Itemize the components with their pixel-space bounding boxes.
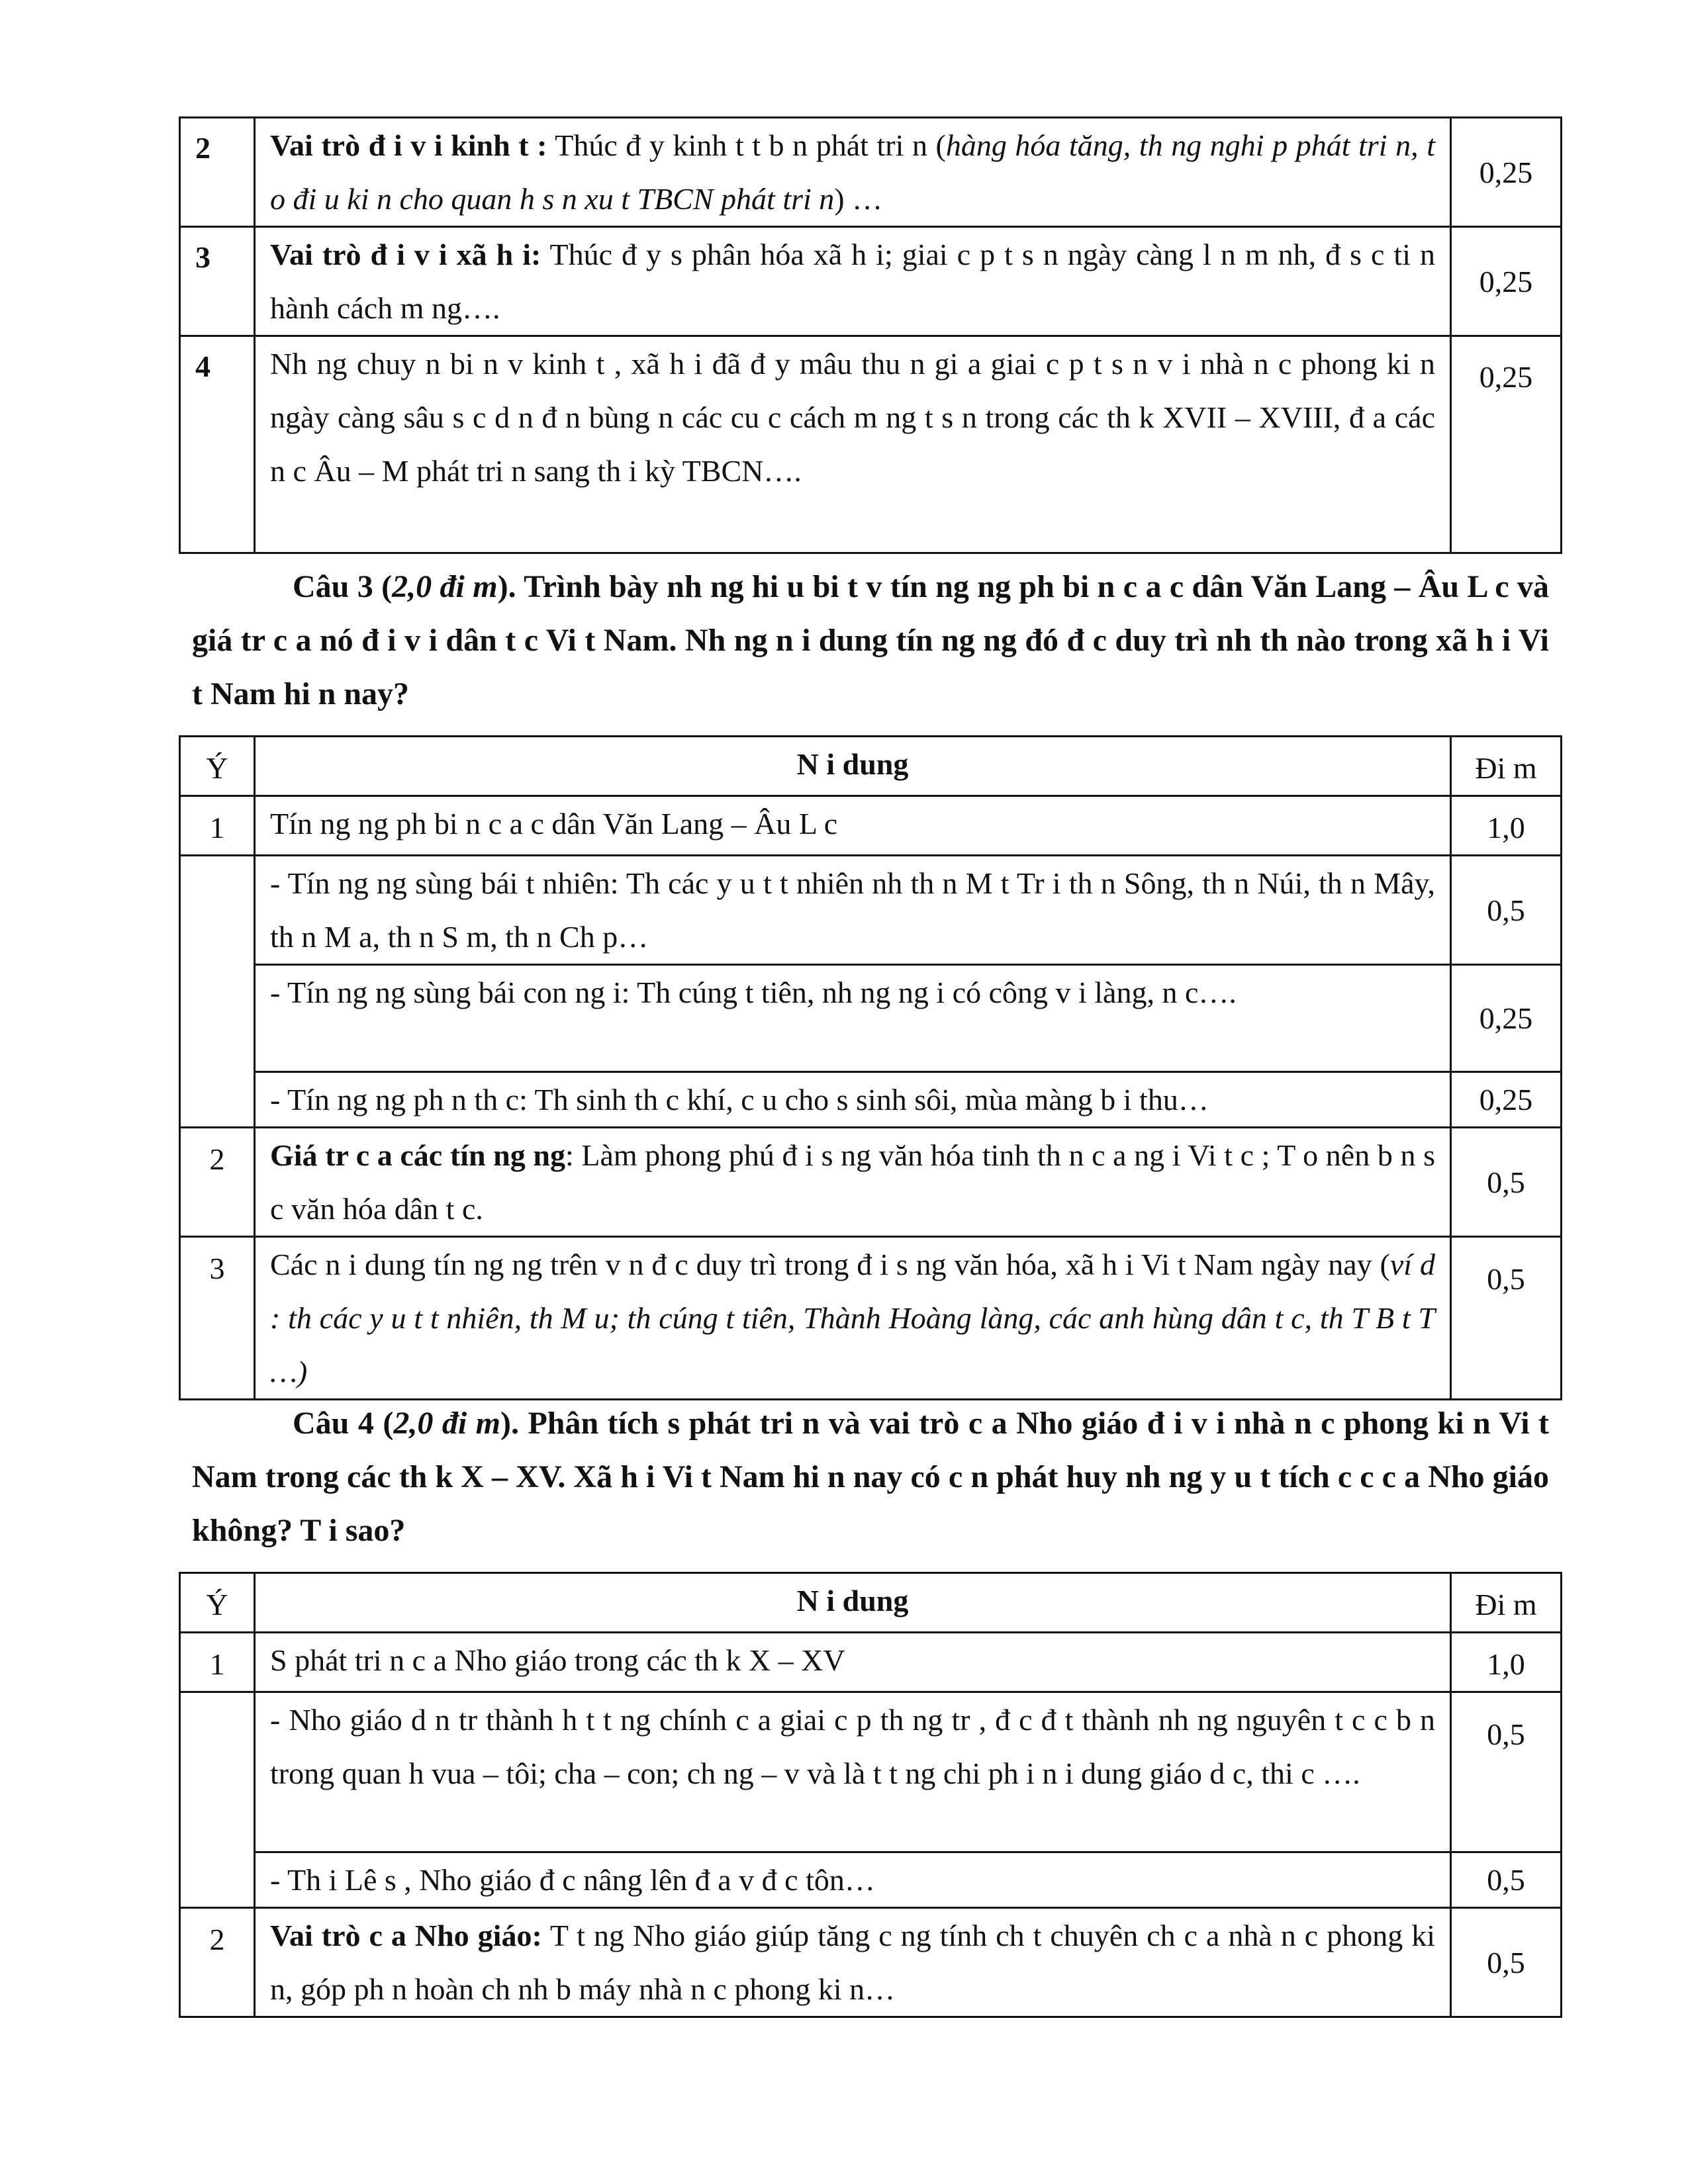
row-number: 2 — [180, 1908, 255, 2017]
table-row — [180, 1908, 1562, 2017]
row-number: 4 — [180, 336, 255, 553]
header-y: Ý — [180, 737, 255, 796]
row-score: 0,5 — [1451, 1128, 1562, 1237]
row-score: 0,25 — [1451, 227, 1562, 336]
row-content: Vai trò đ i v i kinh t : Thúc đ y kinh t t b n phát tri n (hàng hóa tăng, th ng nghi p phát tri n, t o đi u ki n cho quan h s n xu t TBCN phát tri n) … — [255, 118, 1451, 227]
table-row — [180, 1128, 1562, 1237]
row-score: 1,0 — [1451, 1633, 1562, 1692]
row-number: 1 — [180, 1633, 255, 1692]
section-title: Tín ng ng ph bi n c a c dân Văn Lang – Âu L c — [255, 796, 1451, 856]
table-header-row — [180, 1573, 1562, 1633]
row-content: Các n i dung tín ng ng trên v n đ c duy trì trong đ i s ng văn hóa, xã h i Vi t Nam ngày nay (ví d : th các y u t t nhiên, th M u; th cúng t tiên, Thành Hoàng làng, các anh hùng dân t c, th T B t T …) — [255, 1237, 1451, 1400]
row-score: 0,25 — [1451, 336, 1562, 553]
row-score: 0,5 — [1451, 856, 1562, 965]
row-score: 0,25 — [1451, 1072, 1562, 1128]
table-row — [180, 796, 1562, 856]
answer-table-question-3 — [179, 735, 1562, 1400]
table-row — [180, 965, 1562, 1072]
table-row — [180, 1633, 1562, 1692]
table-row — [180, 227, 1562, 336]
question-3: Câu 3 (2,0 đi m). Trình bày nh ng hi u bi t v tín ng ng ph bi n c a c dân Văn Lang – Âu L c và giá tr c a nó đ i v i dân t c Vi t Nam. Nh ng n i dung tín ng ng đó đ c duy trì nh th nào trong xã h i Vi t Nam hi n nay? — [192, 569, 1550, 711]
row-score: 0,25 — [1451, 965, 1562, 1072]
row-number: 2 — [180, 1128, 255, 1237]
sub-item: - Nho giáo d n tr thành h t t ng chính c a giai c p th ng tr , đ c đ t thành nh ng nguyên t c c b n trong quan h vua – tôi; cha – con; ch ng – v và là t t ng chi ph i n i dung giáo d c, thi c …. — [255, 1692, 1451, 1852]
row-score: 0,5 — [1451, 1692, 1562, 1852]
table-row — [180, 336, 1562, 553]
header-y: Ý — [180, 1573, 255, 1633]
row-number: 3 — [180, 1237, 255, 1400]
table-row — [180, 1072, 1562, 1128]
section-title: S phát tri n c a Nho giáo trong các th k X – XV — [255, 1633, 1451, 1692]
empty-cell — [180, 856, 255, 1128]
question-4: Câu 4 (2,0 đi m). Phân tích s phát tri n và vai trò c a Nho giáo đ i v i nhà n c phong ki n Vi t Nam trong các th k X – XV. Xã h i Vi t Nam hi n nay có c n phát huy nh ng y u t tích c c c a Nho giáo không? T i sao? — [192, 1406, 1550, 1548]
sub-item: - Th i Lê s , Nho giáo đ c nâng lên đ a v đ c tôn… — [255, 1852, 1451, 1908]
row-content: Giá tr c a các tín ng ng: Làm phong phú đ i s ng văn hóa tinh th n c a ng i Vi t c ; T o nên b n s c văn hóa dân t c. — [255, 1128, 1451, 1237]
table-row — [180, 856, 1562, 965]
table-row — [180, 1237, 1562, 1400]
row-number: 3 — [180, 227, 255, 336]
row-score: 0,25 — [1451, 118, 1562, 227]
empty-cell — [180, 1692, 255, 1908]
row-score: 0,5 — [1451, 1908, 1562, 2017]
answer-table-question-2 — [179, 116, 1562, 554]
row-number: 1 — [180, 796, 255, 856]
header-score: Đi m — [1451, 1573, 1562, 1633]
sub-item: - Tín ng ng sùng bái t nhiên: Th các y u t t nhiên nh th n M t Tr i th n Sông, th n Núi, th n Mây, th n M a, th n S m, th n Ch p… — [255, 856, 1451, 965]
sub-item: - Tín ng ng sùng bái con ng i: Th cúng t tiên, nh ng ng i có công v i làng, n c…. — [255, 965, 1451, 1072]
row-score: 0,5 — [1451, 1852, 1562, 1908]
sub-item: - Tín ng ng ph n th c: Th sinh th c khí, c u cho s sinh sôi, mùa màng b i thu… — [255, 1072, 1451, 1128]
table-header-row — [180, 737, 1562, 796]
row-score: 0,5 — [1451, 1237, 1562, 1400]
table-row — [180, 118, 1562, 227]
table-row — [180, 1852, 1562, 1908]
row-score: 1,0 — [1451, 796, 1562, 856]
row-number: 2 — [180, 118, 255, 227]
header-score: Đi m — [1451, 737, 1562, 796]
header-content: N i dung — [255, 737, 1451, 796]
header-content: N i dung — [255, 1573, 1451, 1633]
row-content: Vai trò đ i v i xã h i: Thúc đ y s phân hóa xã h i; giai c p t s n ngày càng l n m nh, đ s c ti n hành cách m ng…. — [255, 227, 1451, 336]
row-content: Nh ng chuy n bi n v kinh t , xã h i đã đ y mâu thu n gi a giai c p t s n v i nhà n c phong ki n ngày càng sâu s c d n đ n bùng n các cu c cách m ng t s n trong các th k XVII – XVIII, đ a các n c Âu – M phát tri n sang th i kỳ TBCN…. — [255, 336, 1451, 553]
row-content: Vai trò c a Nho giáo: T t ng Nho giáo giúp tăng c ng tính ch t chuyên ch c a nhà n c phong ki n, góp ph n hoàn ch nh b máy nhà n c phong ki n… — [255, 1908, 1451, 2017]
table-row — [180, 1692, 1562, 1852]
answer-table-question-4 — [179, 1572, 1562, 2018]
